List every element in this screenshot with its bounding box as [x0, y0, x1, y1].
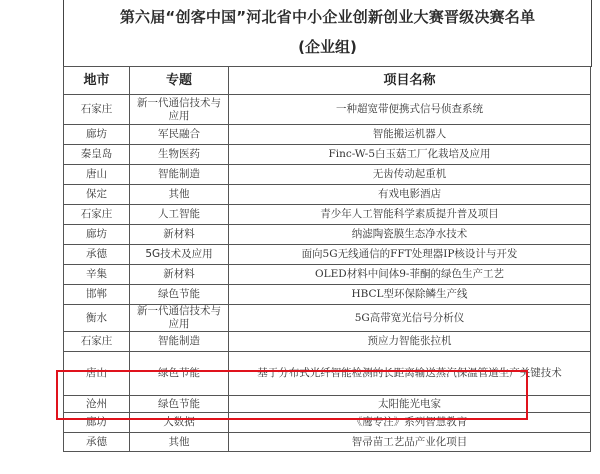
table-row — [64, 433, 591, 452]
cell-city: 保定 — [64, 185, 130, 205]
cell-city: 沧州 — [64, 396, 130, 413]
cell-topic: 其他 — [130, 185, 229, 205]
table-row — [64, 245, 591, 265]
cell-city: 辛集 — [64, 265, 130, 285]
cell-topic: 大数据 — [130, 413, 229, 433]
cell-project: 一种超宽带便携式信号侦查系统 — [229, 95, 591, 125]
table-row — [64, 145, 591, 165]
cell-topic: 新一代通信技术与应用 — [130, 305, 229, 332]
cell-city: 廊坊 — [64, 225, 130, 245]
table-header-row — [64, 67, 591, 95]
cell-project: OLED材料中间体9-菲酮的绿色生产工艺 — [229, 265, 591, 285]
cell-city: 承德 — [64, 245, 130, 265]
table-row — [64, 352, 591, 396]
cell-topic: 其他 — [130, 433, 229, 452]
cell-project: HBCL型环保除鳞生产线 — [229, 285, 591, 305]
cell-project: 无齿传动起重机 — [229, 165, 591, 185]
table-row — [64, 225, 591, 245]
header-project: 项目名称 — [229, 67, 591, 95]
cell-project: 预应力智能张拉机 — [229, 332, 591, 352]
finalists-table — [63, 66, 591, 452]
title-block — [63, 0, 592, 67]
cell-topic: 新材料 — [130, 225, 229, 245]
cell-project: 5G高带宽光信号分析仪 — [229, 305, 591, 332]
table-row — [64, 165, 591, 185]
header-topic: 专题 — [130, 67, 229, 95]
table-row — [64, 413, 591, 433]
cell-project: 基于分布式光纤智能检测的长距离输送蒸汽保温管道生产关键技术 — [229, 352, 591, 396]
cell-city: 石家庄 — [64, 332, 130, 352]
table-row — [64, 125, 591, 145]
cell-topic: 军民融合 — [130, 125, 229, 145]
cell-city: 秦皇岛 — [64, 145, 130, 165]
cell-project: Finc-W-5白玉菇工厂化栽培及应用 — [229, 145, 591, 165]
cell-topic: 生物医药 — [130, 145, 229, 165]
cell-project: 《鹰专注》系列智慧教育 — [229, 413, 591, 433]
table-row — [64, 285, 591, 305]
table-row — [64, 185, 591, 205]
cell-topic: 绿色节能 — [130, 285, 229, 305]
table-row — [64, 205, 591, 225]
cell-city: 石家庄 — [64, 95, 130, 125]
table-row — [64, 305, 591, 332]
cell-project: 面向5G无线通信的FFT处理器IP核设计与开发 — [229, 245, 591, 265]
header-city: 地市 — [64, 67, 130, 95]
cell-topic: 智能制造 — [130, 165, 229, 185]
cell-topic: 新一代通信技术与应用 — [130, 95, 229, 125]
cell-project: 有戏电影酒店 — [229, 185, 591, 205]
cell-city: 承德 — [64, 433, 130, 452]
cell-topic: 绿色节能 — [130, 352, 229, 396]
cell-topic: 绿色节能 — [130, 396, 229, 413]
cell-topic: 智能制造 — [130, 332, 229, 352]
cell-city: 石家庄 — [64, 205, 130, 225]
table-row — [64, 265, 591, 285]
cell-city: 邯郸 — [64, 285, 130, 305]
table-row — [64, 332, 591, 352]
cell-city: 衡水 — [64, 305, 130, 332]
cell-topic: 5G技术及应用 — [130, 245, 229, 265]
cell-project: 智帚苗工艺品产业化项目 — [229, 433, 591, 452]
document-title: 第六届“创客中国”河北省中小企业创新创业大赛晋级决赛名单 — [119, 8, 536, 26]
cell-city: 唐山 — [64, 352, 130, 396]
cell-city: 廊坊 — [64, 125, 130, 145]
cell-project: 青少年人工智能科学素质提升普及项目 — [229, 205, 591, 225]
cell-city: 唐山 — [64, 165, 130, 185]
cell-topic: 人工智能 — [130, 205, 229, 225]
cell-project: 太阳能光电家 — [229, 396, 591, 413]
cell-topic: 新材料 — [130, 265, 229, 285]
cell-city: 廊坊 — [64, 413, 130, 433]
cell-project: 纳滤陶瓷膜生态净水技术 — [229, 225, 591, 245]
table-row — [64, 95, 591, 125]
table-row — [64, 396, 591, 413]
cell-project: 智能搬运机器人 — [229, 125, 591, 145]
document-subtitle: (企业组) — [298, 38, 357, 56]
